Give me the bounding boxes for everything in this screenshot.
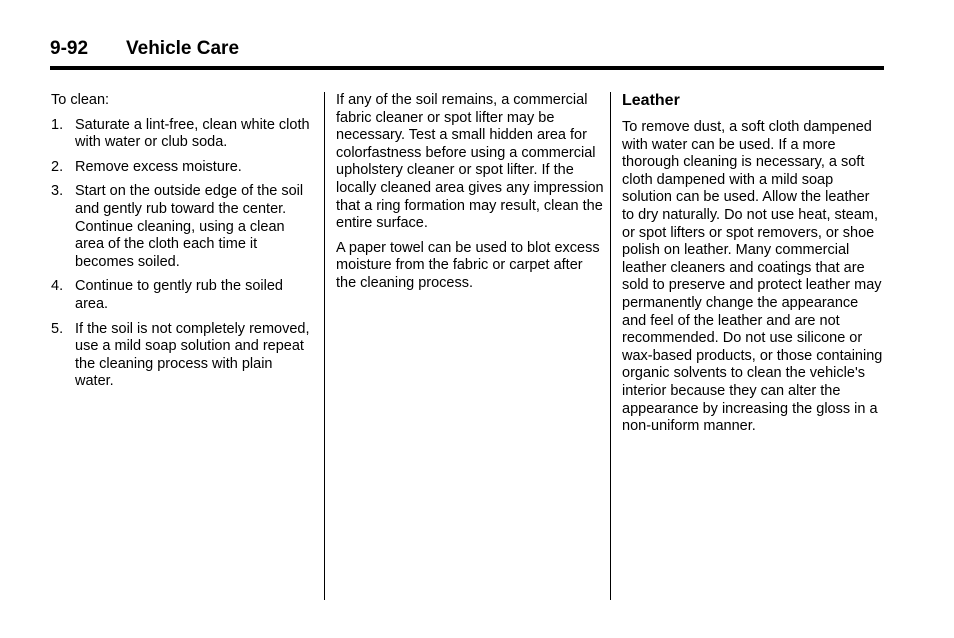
step-number: 4. [51,278,64,295]
step-number: 3. [51,183,64,200]
column-1 [51,92,313,398]
list-item [51,278,313,313]
list-item [51,117,313,152]
column-divider [324,92,325,600]
step-text: If the soil is not completely removed, use a mild soap solution and repeat the cleaning process with plain water. [75,320,310,390]
page-number: 9-92 [50,38,89,59]
step-number: 2. [51,158,64,175]
step-text: Start on the outside edge of the soil and gently rub toward the center. Continue cleaning, using a clean area of the cloth each time it becomes soiled. [75,183,304,270]
list-item [51,183,313,271]
list-item [51,159,313,177]
column-3 [622,92,884,443]
cleaning-steps-list [51,117,313,391]
paragraph: If any of the soil remains, a commercial fabric cleaner or spot lifter may be necessary. Test a small hidden area for colorfastness before using a commercial upholstery cleaner or spot lifter. If the locally cleaned area gives any impression that a ring formation may result, clean the entire surface. [336,92,604,232]
section-title: Vehicle Care [126,38,240,59]
leather-paragraph: To remove dust, a soft cloth dampened with water can be used. If a more thorough cleaning is necessary, a soft cloth dampened with a mild soap solution can be used. Allow the leather to dry naturally. Do not use heat, steam, or spot lifters or spot removers, or shoe polish on leather. Many commercial leather cleaners and coatings that are sold to preserve and protect leather may permanently change the appearance and feel of the leather and are not recommended. Do not use silicone or wax-based products, or those containing organic solvents to clean the vehicle's interior because they can alter the appearance by increasing the gloss in a non-uniform manner. [622,119,883,435]
step-text: Remove excess moisture. [75,158,242,175]
step-number: 1. [51,116,64,133]
intro-text: To clean: [51,92,110,108]
list-item [51,321,313,391]
leather-heading: Leather [622,92,680,109]
page-header [50,38,884,70]
step-text: Continue to gently rub the soiled area. [75,278,283,312]
step-text: Saturate a lint-free, clean white cloth with water or club soda. [75,116,310,151]
step-number: 5. [51,320,64,337]
column-divider [610,92,611,600]
paragraph: A paper towel can be used to blot excess moisture from the fabric or carpet after the cleaning process. [336,239,600,291]
column-2 [336,92,604,300]
